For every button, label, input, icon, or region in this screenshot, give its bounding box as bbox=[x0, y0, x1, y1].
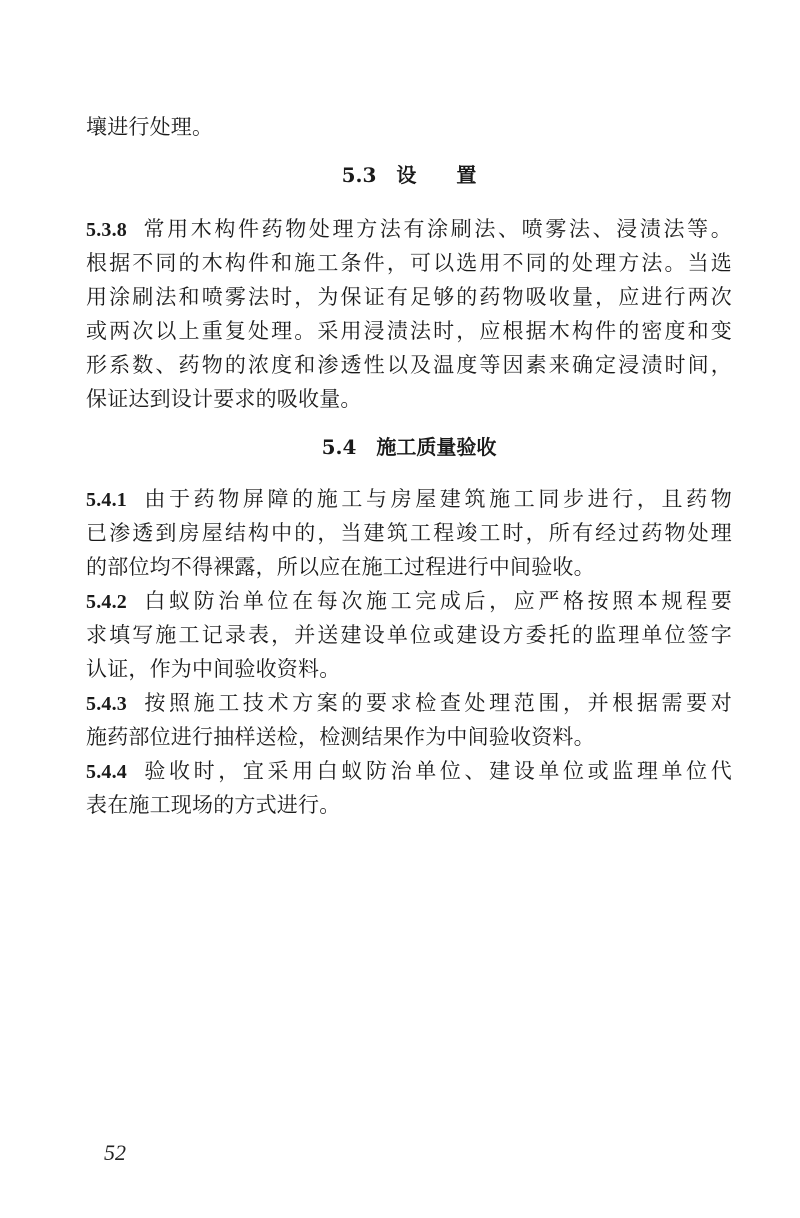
clause-number: 5.4.4 bbox=[86, 761, 127, 783]
heading-title: 施工质量验收 bbox=[376, 435, 497, 459]
heading-title: 设 置 bbox=[396, 163, 477, 187]
section-heading-5-4 bbox=[86, 432, 732, 462]
clause-line: 5.4.2 白蚁防治单位在每次施工完成后，应严格按照本规程要 bbox=[86, 589, 732, 613]
clause-line: 施药部位进行抽样送检，检测结果作为中间验收资料。 bbox=[86, 725, 595, 749]
heading-number: 5.4 bbox=[321, 435, 357, 459]
clause-line: 已渗透到房屋结构中的，当建筑工程竣工时，所有经过药物处理 bbox=[86, 521, 732, 545]
clause-number: 5.3.8 bbox=[86, 219, 127, 241]
page-number: 52 bbox=[104, 1140, 126, 1165]
clause-line: 的部位均不得裸露，所以应在施工过程进行中间验收。 bbox=[86, 555, 595, 579]
clause-line: 求填写施工记录表，并送建设单位或建设方委托的监理单位签字 bbox=[86, 623, 732, 647]
clause-line: 根据不同的木构件和施工条件，可以选用不同的处理方法。当选 bbox=[86, 251, 732, 275]
clause-number: 5.4.3 bbox=[86, 693, 127, 715]
clause-line: 认证，作为中间验收资料。 bbox=[86, 657, 341, 681]
clause-line: 形系数、药物的浓度和渗透性以及温度等因素来确定浸渍时间， bbox=[86, 353, 732, 377]
clause-number: 5.4.1 bbox=[86, 489, 127, 511]
clause-line: 5.4.4 验收时，宜采用白蚁防治单位、建设单位或监理单位代 bbox=[86, 759, 732, 783]
clause-line: 用涂刷法和喷雾法时，为保证有足够的药物吸收量，应进行两次 bbox=[86, 285, 732, 309]
clause-line: 5.4.1 由于药物屏障的施工与房屋建筑施工同步进行，且药物 bbox=[86, 487, 732, 511]
clause-number: 5.4.2 bbox=[86, 591, 127, 613]
carryover-line: 壤进行处理。 bbox=[86, 115, 214, 139]
clause-line: 5.4.3 按照施工技术方案的要求检查处理范围，并根据需要对 bbox=[86, 691, 732, 715]
section-heading-5-3 bbox=[86, 160, 732, 190]
clause-line: 表在施工现场的方式进行。 bbox=[86, 793, 341, 817]
clause-line: 5.3.8 常用木构件药物处理方法有涂刷法、喷雾法、浸渍法等。 bbox=[86, 217, 732, 241]
clause-line: 保证达到设计要求的吸收量。 bbox=[86, 387, 362, 411]
heading-number: 5.3 bbox=[341, 163, 377, 187]
clause-line: 或两次以上重复处理。采用浸渍法时，应根据木构件的密度和变 bbox=[86, 319, 732, 343]
